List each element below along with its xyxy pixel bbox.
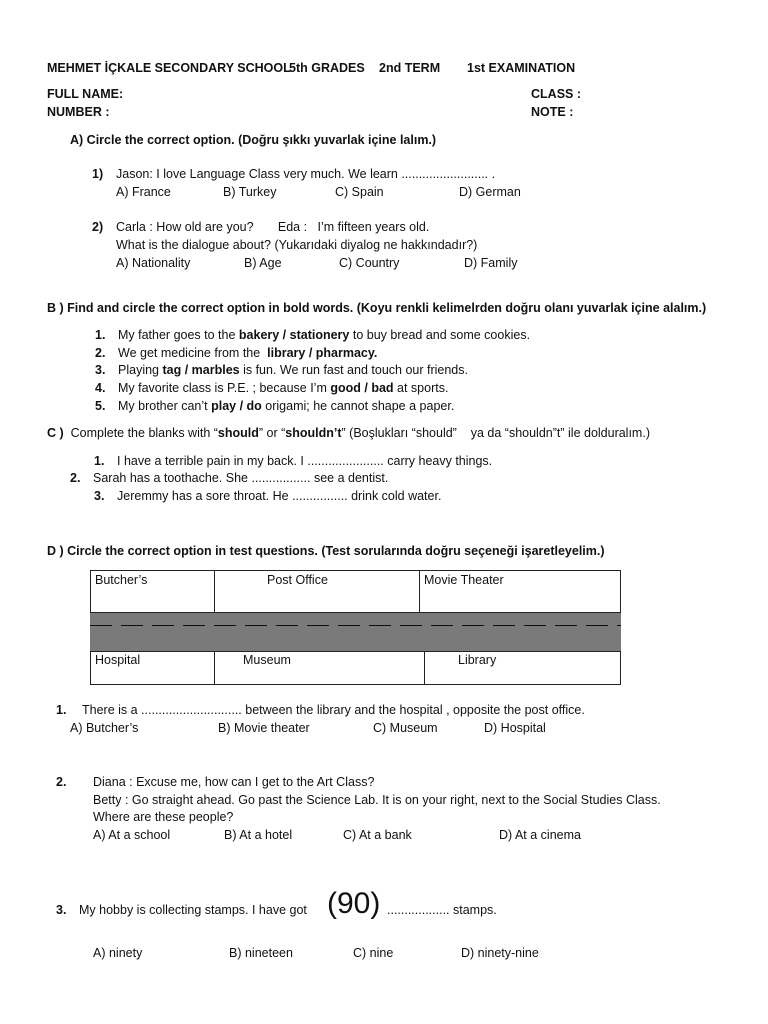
- map-label: Movie Theater: [424, 573, 504, 587]
- question-subtext: What is the dialogue about? (Yukarıdaki diyalog ne hakkındadır?): [116, 238, 478, 252]
- option-b[interactable]: B) Age: [244, 256, 282, 270]
- exam-label: 1st EXAMINATION: [467, 61, 576, 75]
- question-text: Where are these people?: [93, 810, 234, 824]
- section-b-title: B ) Find and circle the correct option in bold words. (Koyu renkli kelimelrden doğru olanı yuvarlak içine alalım.): [47, 301, 707, 315]
- option-b[interactable]: B) Movie theater: [218, 721, 310, 735]
- map-cell-museum: [214, 651, 425, 685]
- question-number: 1.: [56, 703, 67, 717]
- blank-sentence: I have a terrible pain in my back. I ...................... carry heavy things.: [117, 454, 493, 468]
- option-b[interactable]: B) nineteen: [229, 946, 293, 960]
- bold-choice[interactable]: play / do: [211, 399, 262, 413]
- item-number: 5.: [95, 399, 106, 413]
- item-number: 3.: [94, 489, 105, 503]
- option-d[interactable]: D) Family: [464, 256, 518, 270]
- option-a[interactable]: A) ninety: [93, 946, 143, 960]
- bold-choice[interactable]: good / bad: [330, 381, 394, 395]
- grade-label: 5th GRADES: [289, 61, 365, 75]
- note-label: NOTE :: [531, 105, 574, 119]
- map-label: Museum: [243, 653, 291, 667]
- list-item: [118, 346, 377, 360]
- option-d[interactable]: D) ninety-nine: [461, 946, 539, 960]
- bold-choice[interactable]: tag / marbles: [162, 363, 240, 377]
- item-text: origami; he cannot shape a paper.: [261, 399, 455, 413]
- option-d[interactable]: D) Hospital: [484, 721, 546, 735]
- number-label: NUMBER :: [47, 105, 110, 119]
- option-c[interactable]: C) nine: [353, 946, 394, 960]
- option-a[interactable]: A) At a school: [93, 828, 171, 842]
- option-a[interactable]: A) France: [116, 185, 171, 199]
- item-number: 1.: [95, 328, 106, 342]
- option-c[interactable]: C) At a bank: [343, 828, 412, 842]
- bold-choice[interactable]: library / pharmacy.: [267, 346, 378, 360]
- bold-choice[interactable]: bakery / stationery: [238, 328, 350, 342]
- class-label: CLASS :: [531, 87, 581, 101]
- item-number: 2.: [95, 346, 106, 360]
- section-c-text: Complete the blanks with “: [63, 426, 218, 440]
- item-text: My father goes to the: [118, 328, 239, 342]
- question-text: There is a ............................. between the library and the hospital , opposite the post office.: [82, 703, 585, 717]
- item-text: My favorite class is P.E. ; because I’m: [118, 381, 331, 395]
- question-number: 1): [92, 167, 104, 181]
- list-item: [118, 399, 454, 413]
- question-number: 2.: [56, 775, 67, 789]
- question-text: Betty : Go straight ahead. Go past the Science Lab. It is on your right, next to the Social Studies Class.: [93, 793, 661, 807]
- option-b[interactable]: B) Turkey: [223, 185, 277, 199]
- map-label: Butcher’s: [95, 573, 148, 587]
- map-label: Hospital: [95, 653, 141, 667]
- question-text: .................. stamps.: [387, 903, 497, 917]
- item-number: 1.: [94, 454, 105, 468]
- item-text: My brother can’t: [118, 399, 212, 413]
- section-a-title: A) Circle the correct option. (Doğru şıkkı yuvarlak içine lalım.): [70, 133, 437, 147]
- question-text: My hobby is collecting stamps. I have got: [79, 903, 307, 917]
- full-name-label: FULL NAME:: [47, 87, 124, 101]
- item-text: at sports.: [393, 381, 449, 395]
- item-number: 2.: [70, 471, 81, 485]
- blank-sentence: Jeremmy has a sore throat. He ................ drink cold water.: [117, 489, 442, 503]
- item-text: to buy bread and some cookies.: [349, 328, 531, 342]
- should-word: should: [217, 426, 259, 440]
- option-c[interactable]: C) Museum: [373, 721, 438, 735]
- blank-sentence: Sarah has a toothache. She ................. see a dentist.: [93, 471, 389, 485]
- school-name: MEHMET İÇKALE SECONDARY SCHOOL: [47, 61, 291, 75]
- item-text: Playing: [118, 363, 163, 377]
- map-cell-butchers: [90, 570, 215, 613]
- town-map: [90, 570, 621, 685]
- option-d[interactable]: D) At a cinema: [499, 828, 581, 842]
- section-d-title: D ) Circle the correct option in test questions. (Test sorularında doğru seçeneği işaretleyelim.): [47, 544, 605, 558]
- map-label: Post Office: [267, 573, 328, 587]
- option-c[interactable]: C) Spain: [335, 185, 384, 199]
- section-c-text: ” or “: [258, 426, 286, 440]
- section-c-text: ” (Boşlukları “should” ya da “shouldn”t” ile dolduralım.): [341, 426, 650, 440]
- option-a[interactable]: A) Butcher’s: [70, 721, 139, 735]
- item-number: 3.: [95, 363, 106, 377]
- map-label: Library: [458, 653, 497, 667]
- question-number: 2): [92, 220, 104, 234]
- question-text: Carla : How old are you? Eda : I’m fifteen years old.: [116, 220, 430, 234]
- option-d[interactable]: D) German: [459, 185, 521, 199]
- shouldnt-word: shouldn’t: [285, 426, 342, 440]
- map-cell-post-office: [214, 570, 420, 613]
- list-item: [118, 363, 468, 377]
- stamp-number: (90): [327, 887, 381, 920]
- option-c[interactable]: C) Country: [339, 256, 400, 270]
- map-cell-movie-theater: [419, 570, 621, 613]
- item-number: 4.: [95, 381, 106, 395]
- question-text: Diana : Excuse me, how can I get to the Art Class?: [93, 775, 375, 789]
- road-dashes: [90, 625, 621, 626]
- section-c-prefix: C ): [47, 426, 64, 440]
- option-b[interactable]: B) At a hotel: [224, 828, 293, 842]
- option-a[interactable]: A) Nationality: [116, 256, 191, 270]
- item-text: is fun. We run fast and touch our friends.: [239, 363, 468, 377]
- list-item: [118, 328, 530, 342]
- item-text: We get medicine from the: [118, 346, 268, 360]
- map-cell-hospital: [90, 651, 215, 685]
- section-c-title: [47, 426, 650, 440]
- question-text: Jason: I love Language Class very much. We learn ......................... .: [116, 167, 496, 181]
- question-number: 3.: [56, 903, 67, 917]
- list-item: [118, 381, 448, 395]
- map-cell-library: [424, 651, 621, 685]
- term-label: 2nd TERM: [379, 61, 441, 75]
- map-road: [90, 612, 621, 652]
